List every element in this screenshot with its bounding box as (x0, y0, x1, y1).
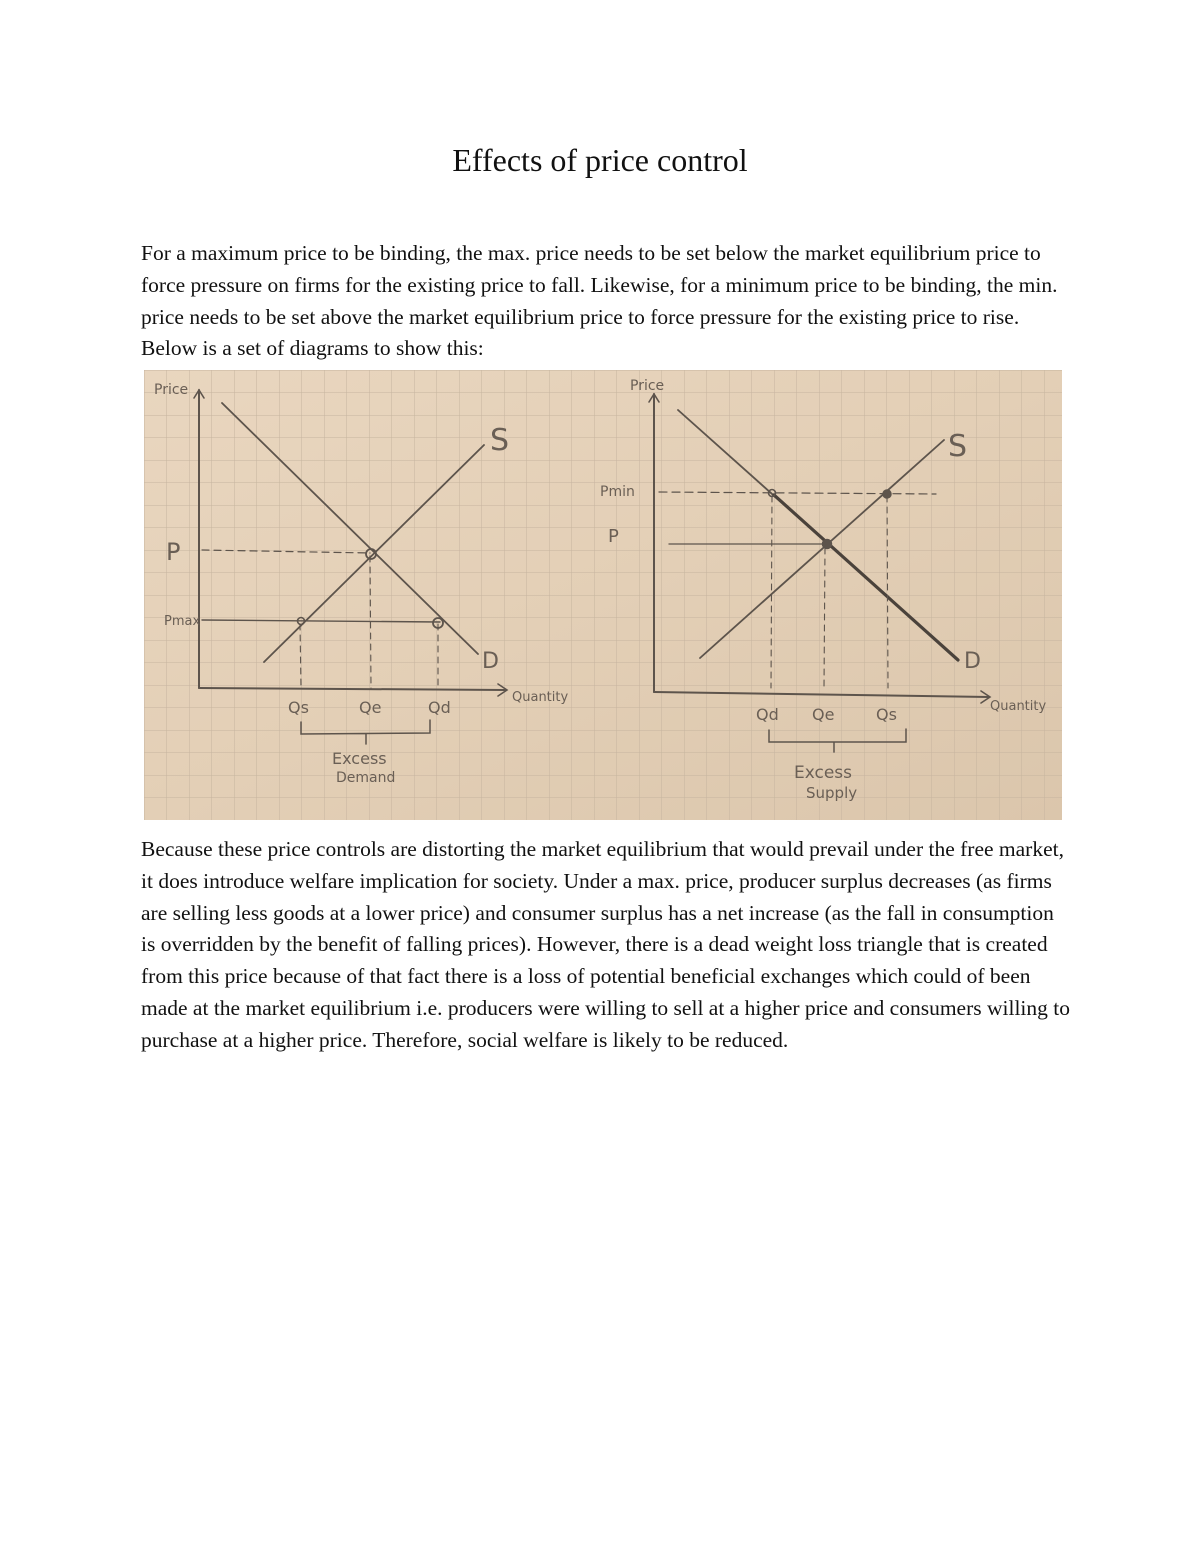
right-qs-label: Qs (876, 705, 897, 724)
intro-paragraph: For a maximum price to be binding, the max. price needs to be set below the market equilibrium price to force pressure on firms for the existing price to fall. Likewise, for a minimum price to be binding, the min. price needs to be set above the market equilibrium price to force pressure for the existing price to rise. Below is a set of diagrams to show this: (141, 241, 1058, 361)
left-demand-label: D (482, 649, 499, 674)
excess-supply-label-line2: Supply (806, 784, 858, 802)
right-x-axis-label: Quantity (990, 699, 1047, 714)
excess-demand-label-line2: Demand (336, 770, 396, 786)
price-control-diagrams-photo (144, 370, 1062, 820)
excess-demand-label-line1: Excess (332, 749, 387, 768)
page-title: Effects of price control (452, 142, 748, 178)
right-pmin-label: Pmin (600, 484, 635, 500)
left-qe-label: Qe (359, 698, 382, 717)
right-y-axis-label: Price (630, 378, 665, 394)
left-qd-label: Qd (428, 698, 451, 717)
right-supply-label: S (948, 429, 968, 464)
welfare-paragraph: Because these price controls are distorting the market equilibrium that would prevail under the free market, it does introduce welfare implication for society. Under a max. price, producer surplus decreases (as firms are selling less goods at a lower price) and consumer surplus has a net increase (as the fall in consumption is overridden by the benefit of falling prices). However, there is a dead weight loss triangle that is created from this price because of that fact there is a loss of potential beneficial exchanges which could of been made at the market equilibrium i.e. producers were willing to sell at a higher price and consumers willing to purchase at a higher price. Therefore, social welfare is likely to be reduced. (141, 837, 1071, 1052)
right-qs-point (883, 490, 891, 498)
right-demand-label: D (964, 649, 981, 674)
excess-supply-label-line1: Excess (794, 763, 853, 783)
right-qd-label: Qd (756, 705, 779, 724)
right-equilibrium-point (823, 540, 832, 549)
right-p-label: P (608, 526, 619, 547)
left-x-axis-label: Quantity (512, 690, 569, 705)
left-p-label: P (166, 538, 181, 566)
left-supply-label: S (490, 423, 510, 458)
left-qs-label: Qs (288, 698, 309, 717)
left-y-axis-label: Price (154, 382, 189, 398)
right-qe-label: Qe (812, 705, 835, 724)
left-pmax-label: Pmax (164, 614, 201, 629)
